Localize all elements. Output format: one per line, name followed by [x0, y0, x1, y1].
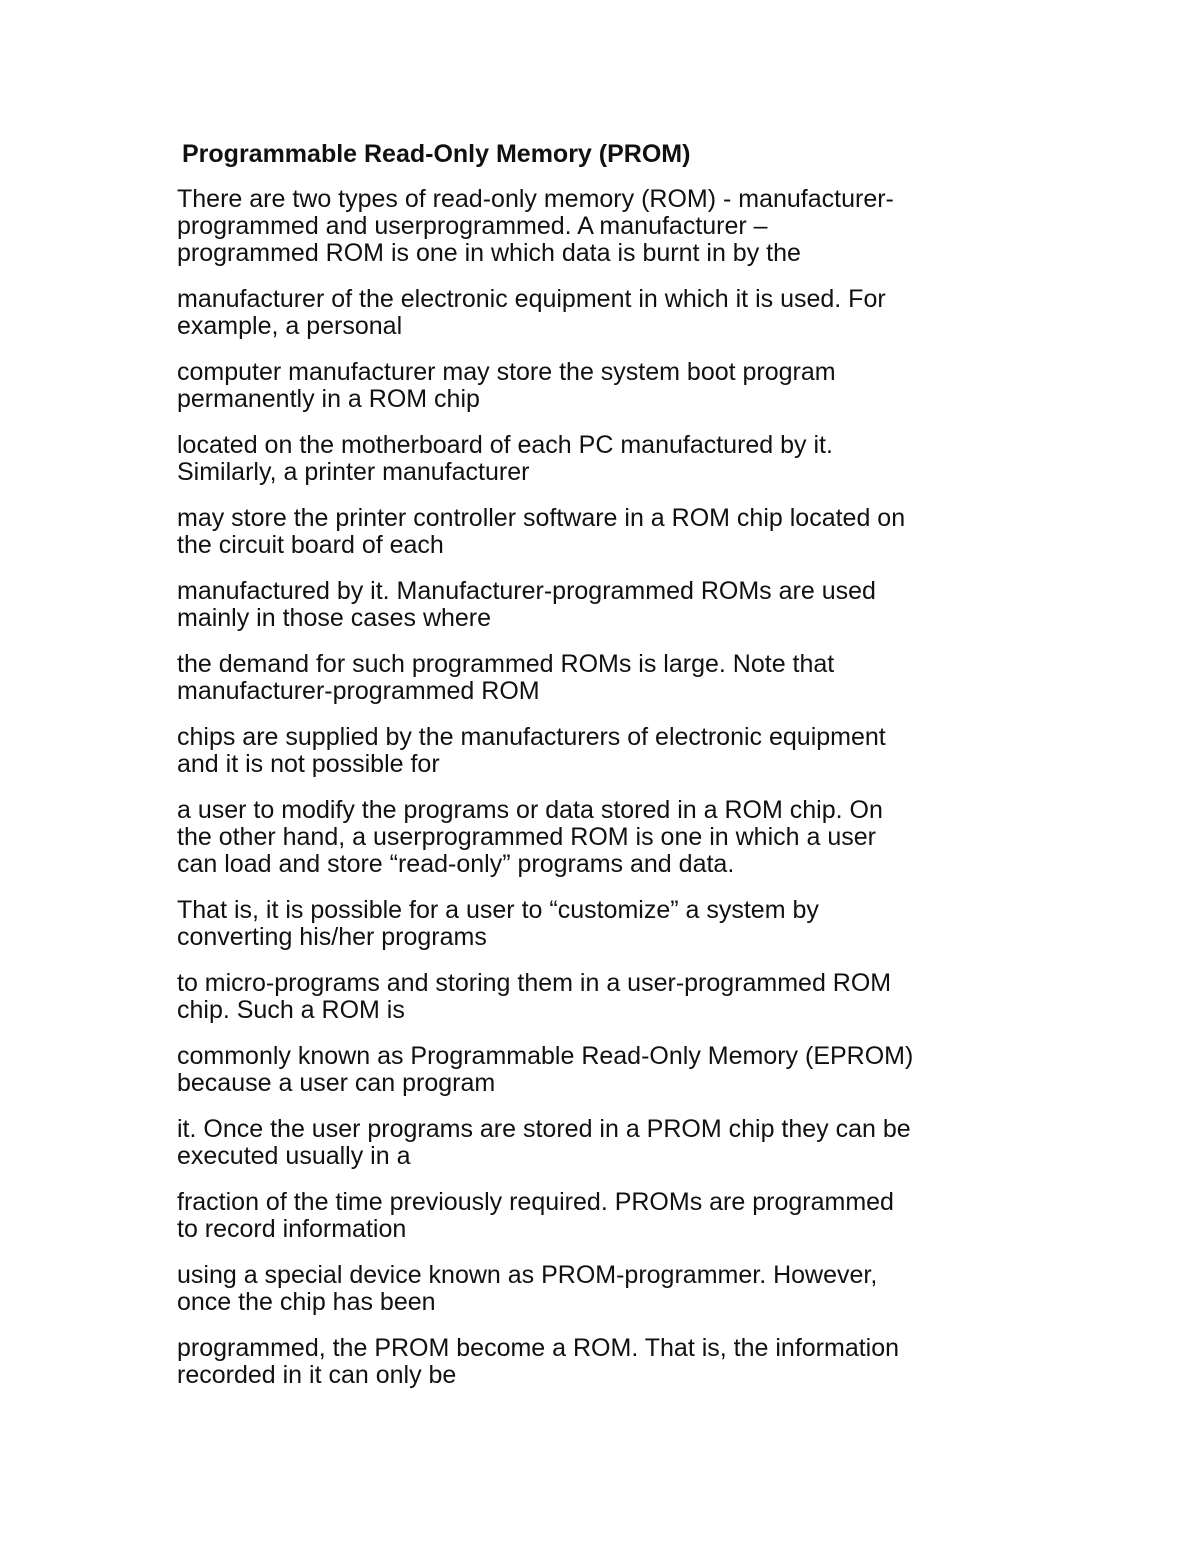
paragraph [177, 1262, 1037, 1316]
document-body [177, 140, 1037, 1408]
text-line: the other hand, a userprogrammed ROM is one in which a user [177, 823, 876, 851]
text-line: permanently in a ROM chip [177, 385, 480, 413]
text-line: example, a personal [177, 312, 403, 340]
paragraph-list [177, 186, 1037, 1389]
text-line: and it is not possible for [177, 750, 440, 778]
text-line: manufacturer of the electronic equipment in which it is used. For [177, 285, 886, 313]
text-line: executed usually in a [177, 1142, 411, 1170]
text-line: manufactured by it. Manufacturer-programmed ROMs are used [177, 577, 876, 605]
paragraph [177, 797, 1037, 878]
paragraph [177, 505, 1037, 559]
paragraph [177, 432, 1037, 486]
paragraph [177, 1189, 1037, 1243]
paragraph [177, 897, 1037, 951]
text-line: chips are supplied by the manufacturers of electronic equipment [177, 723, 886, 751]
text-line: programmed and userprogrammed. A manufacturer – [177, 212, 768, 240]
text-line: programmed ROM is one in which data is burnt in by the [177, 239, 801, 267]
text-line: programmed, the PROM become a ROM. That is, the information [177, 1334, 900, 1362]
paragraph [177, 359, 1037, 413]
text-line: mainly in those cases where [177, 604, 492, 632]
text-line: the circuit board of each [177, 531, 444, 559]
text-line: There are two types of read-only memory (ROM) - manufacturer- [177, 185, 894, 213]
paragraph [177, 1335, 1037, 1389]
text-line: commonly known as Programmable Read-Only Memory (EPROM) [177, 1042, 914, 1070]
text-line: once the chip has been [177, 1288, 436, 1316]
text-line: to record information [177, 1215, 407, 1243]
paragraph [177, 286, 1037, 340]
text-line: located on the motherboard of each PC manufactured by it. [177, 431, 833, 459]
text-line: using a special device known as PROM-programmer. However, [177, 1261, 878, 1289]
text-line: recorded in it can only be [177, 1361, 457, 1389]
paragraph [177, 970, 1037, 1024]
paragraph [177, 186, 1037, 267]
text-line: a user to modify the programs or data stored in a ROM chip. On [177, 796, 883, 824]
text-line: That is, it is possible for a user to “customize” a system by [177, 896, 819, 924]
text-line: to micro-programs and storing them in a user-programmed ROM [177, 969, 892, 997]
text-line: manufacturer-programmed ROM [177, 677, 540, 705]
text-line: it. Once the user programs are stored in a PROM chip they can be [177, 1115, 911, 1143]
paragraph [177, 1043, 1037, 1097]
text-line: computer manufacturer may store the system boot program [177, 358, 836, 386]
text-line: converting his/her programs [177, 923, 487, 951]
text-line: may store the printer controller software in a ROM chip located on [177, 504, 906, 532]
paragraph [177, 1116, 1037, 1170]
text-line: the demand for such programmed ROMs is large. Note that [177, 650, 835, 678]
text-line: chip. Such a ROM is [177, 996, 405, 1024]
document-title: Programmable Read-Only Memory (PROM) [182, 140, 691, 168]
text-line: can load and store “read-only” programs and data. [177, 850, 735, 878]
paragraph [177, 724, 1037, 778]
paragraph [177, 578, 1037, 632]
paragraph [177, 651, 1037, 705]
text-line: fraction of the time previously required. PROMs are programmed [177, 1188, 894, 1216]
text-line: Similarly, a printer manufacturer [177, 458, 530, 486]
text-line: because a user can program [177, 1069, 496, 1097]
